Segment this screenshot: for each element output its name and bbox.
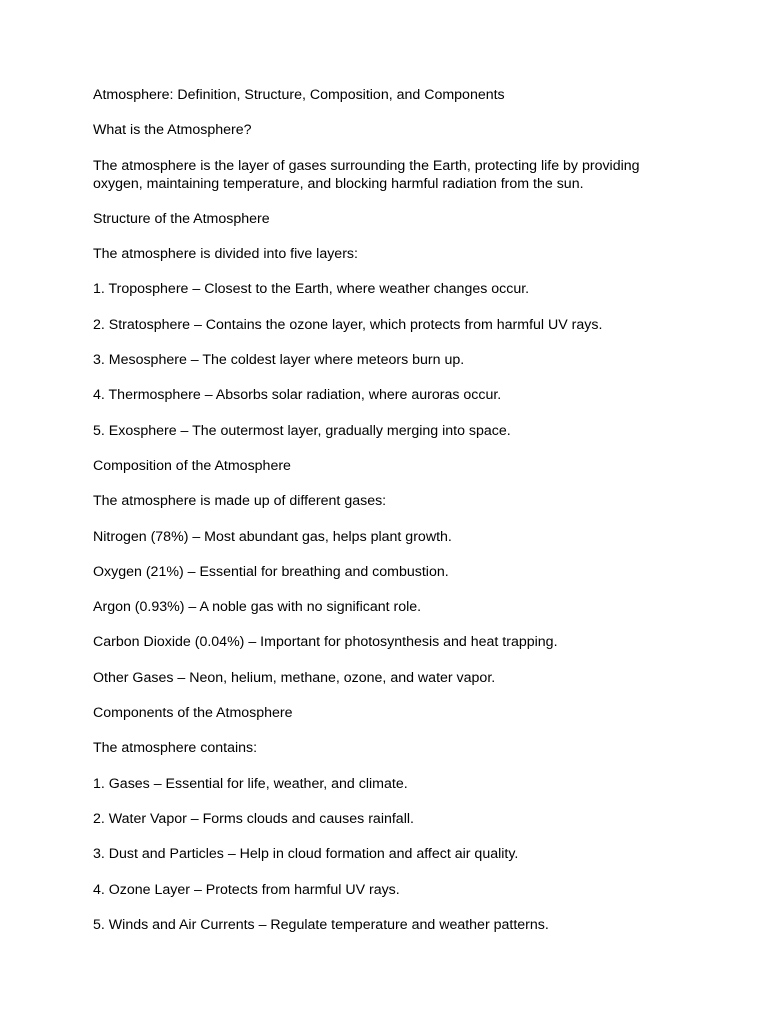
components-lead: The atmosphere contains:	[93, 740, 258, 757]
section-heading-what-is: What is the Atmosphere?	[93, 122, 252, 139]
list-item-structure: 2. Stratosphere – Contains the ozone layer, which protects from harmful UV rays.	[93, 316, 603, 333]
list-item-composition: Nitrogen (78%) – Most abundant gas, helps plant growth.	[93, 528, 452, 545]
section-heading-components: Components of the Atmosphere	[93, 705, 293, 722]
list-item-composition: Oxygen (21%) – Essential for breathing and combustion.	[93, 563, 449, 580]
list-item-components: 2. Water Vapor – Forms clouds and causes rainfall.	[93, 810, 414, 827]
section-heading-structure: Structure of the Atmosphere	[93, 210, 270, 227]
section-heading-composition: Composition of the Atmosphere	[93, 457, 291, 474]
list-item-composition: Other Gases – Neon, helium, methane, ozone, and water vapor.	[93, 669, 496, 686]
list-item-components: 4. Ozone Layer – Protects from harmful UV rays.	[93, 881, 400, 898]
list-item-structure: 5. Exosphere – The outermost layer, gradually merging into space.	[93, 422, 511, 439]
list-item-structure: 3. Mesosphere – The coldest layer where meteors burn up.	[93, 352, 465, 369]
list-item-composition: Argon (0.93%) – A noble gas with no significant role.	[93, 599, 422, 616]
intro-paragraph: The atmosphere is the layer of gases surrounding the Earth, protecting life by providing oxygen, maintaining temperature, and blocking harmful radiation from the sun.	[93, 157, 640, 192]
list-item-structure: 4. Thermosphere – Absorbs solar radiation, where auroras occur.	[93, 387, 502, 404]
structure-lead: The atmosphere is divided into five layers:	[93, 246, 358, 263]
list-item-components: 5. Winds and Air Currents – Regulate temperature and weather patterns.	[93, 916, 549, 933]
list-item-components: 3. Dust and Particles – Help in cloud formation and affect air quality.	[93, 846, 519, 863]
list-item-structure: 1. Troposphere – Closest to the Earth, where weather changes occur.	[93, 281, 530, 298]
document-body	[93, 86, 673, 951]
composition-lead: The atmosphere is made up of different gases:	[93, 493, 387, 510]
document-title: Atmosphere: Definition, Structure, Composition, and Components	[93, 87, 505, 103]
list-item-components: 1. Gases – Essential for life, weather, and climate.	[93, 775, 408, 792]
list-item-composition: Carbon Dioxide (0.04%) – Important for photosynthesis and heat trapping.	[93, 634, 558, 651]
